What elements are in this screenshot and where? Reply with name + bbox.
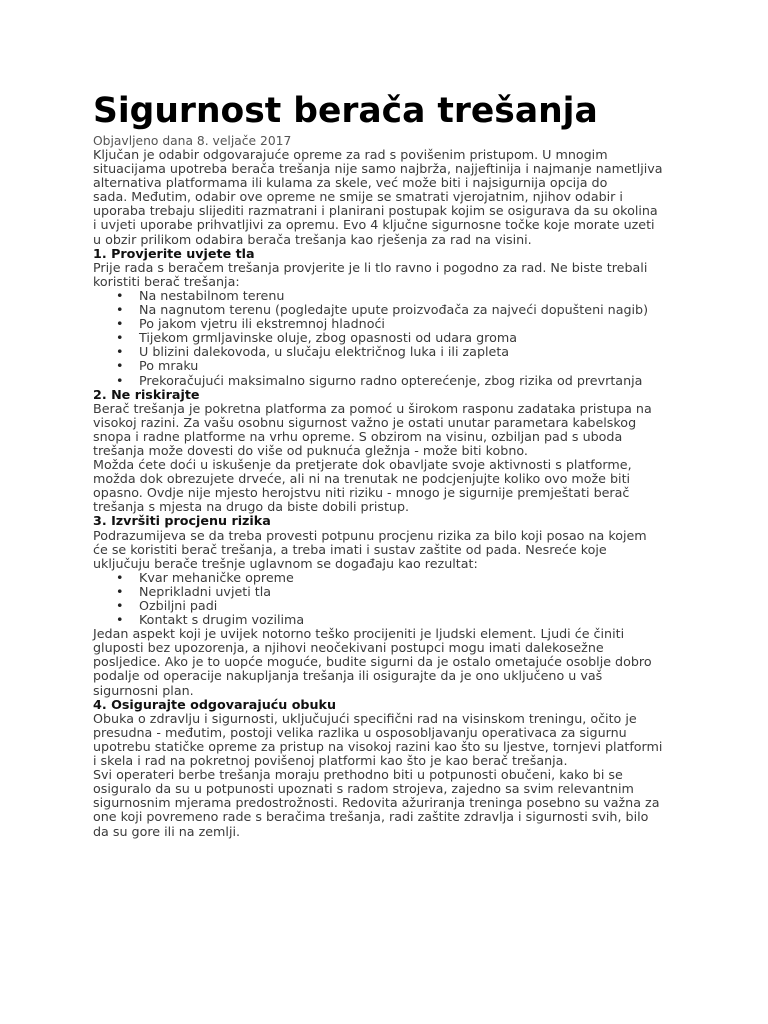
list-item: • Ozbiljni padi bbox=[139, 599, 693, 613]
section-dont-risk bbox=[93, 388, 693, 515]
text-line: Podrazumijeva se da treba provesti potpunu procjenu rizika za bilo koji posao na kojem bbox=[93, 527, 647, 543]
text-line: sigurnosnim mjerama predostrožnosti. Redovita ažuriranja treninga posebno su važna za bbox=[93, 795, 660, 811]
list-item: • Na nagnutom terenu (pogledajte upute proizvođača za najveći dopušteni nagib) bbox=[139, 303, 693, 317]
publish-date: Objavljeno dana 8. veljače 2017 bbox=[93, 134, 292, 148]
text-line: da su gore ili na zemlji. bbox=[93, 823, 241, 839]
text-line: sigurnosni plan. bbox=[93, 682, 194, 698]
text-line: trešanja s mjesta na drugo da biste dobili pristup. bbox=[93, 499, 410, 515]
text-line: Ključan je odabir odgovarajuće opreme za rad s povišenim pristupom. U mnogim bbox=[93, 147, 608, 162]
article bbox=[93, 88, 693, 839]
text-line: upotrebu statičke opreme za pristup na visokoj razini kao što su ljestve, tornjevi platformi bbox=[93, 738, 663, 754]
text-line: Svi operateri berbe trešanja moraju prethodno biti u potpunosti obučeni, kako bi se bbox=[93, 767, 623, 783]
text-line: sada. Međutim, odabir ove opreme ne smije se smatrati vjerojatnim, njihov odabir i bbox=[93, 189, 623, 205]
text-line: Berač trešanja je pokretna platforma za pomoć u širokom rasponu zadataka pristupa na bbox=[93, 400, 652, 416]
list-item: • Po mraku bbox=[139, 359, 693, 373]
text-line: podalje od operacije nakupljanja trešanja ili osigurajte da je ono uključeno u vaš bbox=[93, 668, 603, 684]
list-item: • Kontakt s drugim vozilima bbox=[139, 613, 693, 627]
section-heading: 3. Izvršiti procjenu rizika bbox=[93, 513, 271, 529]
bullet-list bbox=[93, 289, 693, 388]
section-heading: 2. Ne riskirajte bbox=[93, 386, 200, 402]
section-heading: 1. Provjerite uvjete tla bbox=[93, 245, 255, 261]
text-line: koristiti berač trešanja: bbox=[93, 273, 240, 289]
section-risk-assessment bbox=[93, 514, 693, 697]
text-line: će se koristiti berač trešanja, a treba imati i sustav zaštite od pada. Nesreće koje bbox=[93, 541, 607, 557]
text-line: posljedice. Ako je to uopće moguće, budite sigurni da je ostalo ometajuće osoblje dobro bbox=[93, 654, 652, 670]
text-line: Jedan aspekt koji je uvijek notorno teško procijeniti je ljudski element. Ljudi će činiti bbox=[93, 626, 625, 642]
bullet-list bbox=[93, 571, 693, 627]
list-item: • Kvar mehaničke opreme bbox=[139, 571, 693, 585]
intro-paragraph bbox=[93, 148, 693, 247]
list-item: • Po jakom vjetru ili ekstremnoj hladnoći bbox=[139, 317, 693, 331]
list-item: • Prekoračujući maksimalno sigurno radno opterećenje, zbog rizika od prevrtanja bbox=[139, 374, 693, 388]
text-line: opasno. Ovdje nije mjesto herojstvu niti riziku - mnogo je sigurnije premještati berač bbox=[93, 485, 630, 501]
text-line: trešanja može dovesti do više od puknuća gležnja - može biti kobno. bbox=[93, 442, 528, 458]
text-line: snopa i radne platforme na vrhu opreme. S obzirom na visinu, ozbiljan pad s uboda bbox=[93, 428, 623, 444]
list-item: • Neprikladni uvjeti tla bbox=[139, 585, 693, 599]
page-title: Sigurnost berača trešanja bbox=[93, 91, 598, 131]
list-item: • U blizini dalekovoda, u slučaju električnog luka i ili zapleta bbox=[139, 345, 693, 359]
section-ground-conditions bbox=[93, 247, 693, 388]
text-line: osiguralo da su u potpunosti upoznati s radom strojeva, zajedno sa svim relevantnim bbox=[93, 781, 634, 797]
text-line: Prije rada s beračem trešanja provjerite je li tlo ravno i pogodno za rad. Ne biste trebali bbox=[93, 259, 648, 275]
text-line: alternativa platformama ili kulama za skele, već može biti i najsigurnija opcija do bbox=[93, 175, 608, 191]
list-item: • Tijekom grmljavinske oluje, zbog opasnosti od udara groma bbox=[139, 331, 693, 345]
text-line: uključuju berače trešnje uglavnom se događaju kao rezultat: bbox=[93, 555, 478, 571]
text-line: i skela i rad na pokretnoj povišenoj platformi kao što je kao berač trešanja. bbox=[93, 753, 568, 769]
text-line: presudna - međutim, postoji velika razlika u osposobljavanju operativaca za sigurnu bbox=[93, 724, 627, 740]
section-training bbox=[93, 698, 693, 839]
text-line: uporaba trebaju slijediti razmatrani i planirani postupak kojim se osigurava da su okolina bbox=[93, 203, 658, 219]
section-heading: 4. Osigurajte odgovarajuću obuku bbox=[93, 696, 337, 712]
text-line: u obzir prilikom odabira berača trešanja kao rješenja za rad na visini. bbox=[93, 231, 532, 247]
text-line: gluposti bez upozorenja, a njihovi neočekivani postupci mogu imati dalekosežne bbox=[93, 640, 604, 656]
list-item: • Na nestabilnom terenu bbox=[139, 289, 693, 303]
text-line: Obuka o zdravlju i sigurnosti, uključujući specifični rad na visinskom treningu, očito je bbox=[93, 710, 637, 726]
text-line: možda dok obrezujete drveće, ali ni na trenutak ne podcjenjujte koliko ovo može biti bbox=[93, 471, 631, 487]
text-line: i uvjeti uporabe prihvatljivi za opremu. Evo 4 ključne sigurnosne točke koje morate uzeti bbox=[93, 217, 655, 233]
text-line: visokoj razini. Za vašu osobnu sigurnost važno je ostati unutar parametara kabelskog bbox=[93, 414, 637, 430]
text-line: situacijama upotreba berača trešanja nije samo najbrža, najjeftinija i najmanje nametljiva bbox=[93, 161, 663, 177]
text-line: Možda ćete doći u iskušenje da pretjerate dok obavljate svoje aktivnosti s platforme, bbox=[93, 457, 632, 473]
text-line: one koji povremeno rade s beračima trešanja, radi zaštite zdravlja i sigurnosti svih, bilo bbox=[93, 809, 649, 825]
